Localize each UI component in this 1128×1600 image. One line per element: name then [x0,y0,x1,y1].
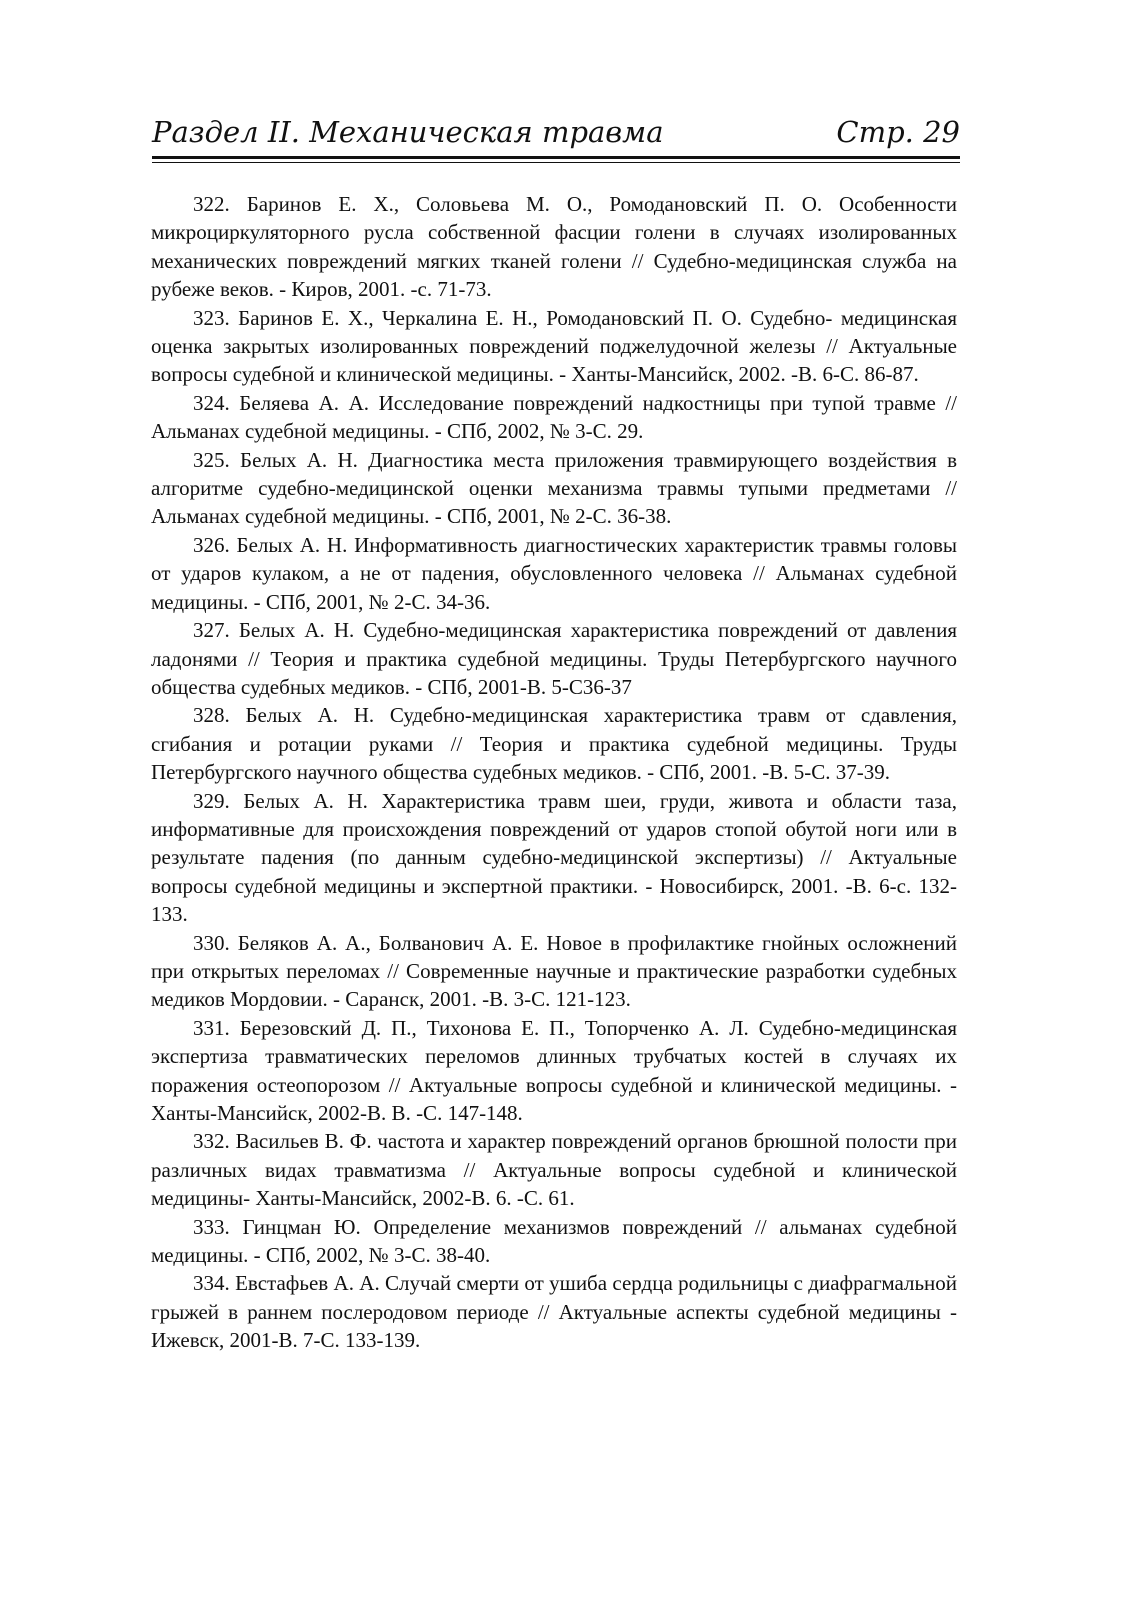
reference-330: 330. Беляков А. А., Болванович А. Е. Новое в профилактике гнойных осложнений при открытых переломах // Современные научные и практические разработки судебных медиков Мордовии. - Саранск, 2001. -В. 3-С. 121-123. [151,930,957,1012]
reference-328: 328. Белых А. Н. Судебно-медицинская характеристика травм от сдавления, сгибания и ротации руками // Теория и практика судебной медицины. Труды Петербургского научного общества судебных медиков. - СПб, 2001. -В. 5-С. 37-39. [151,703,957,785]
reference-323: 323. Баринов Е. Х., Черкалина Е. Н., Ромодановский П. О. Судебно- медицинская оценка закрытых изолированных повреждений поджелудочной железы // Актуальные вопросы судебной и клинической медицины. - Ханты-Мансийск, 2002. -В. 6-С. 86-87. [151,305,957,387]
reference-326: 326. Белых А. Н. Информативность диагностических характеристик травмы головы от ударов кулаком, а не от падения, обусловленного человека // Альманах судебной медицины. - СПб, 2001, № 2-С. 34-36. [151,532,957,614]
reference-332: 332. Васильев В. Ф. частота и характер повреждений органов брюшной полости при различных видах травматизма // Актуальные вопросы судебной и клинической медицины- Ханты-Мансийск, 2002-В. 6. -С. 61. [151,1129,957,1211]
reference-333: 333. Гинцман Ю. Определение механизмов повреждений // альманах судебной медицины. - СПб, 2002, № 3-С. 38-40. [151,1214,957,1268]
reference-322: 322. Баринов Е. Х., Соловьева М. О., Ромодановский П. О. Особенности микроциркуляторного русла собственной фасции голени в случаях изолированных механических повреждений мягких тканей голени // Судебно-медицинская служба на рубеже веков. - Киров, 2001. -с. 71-73. [151,192,957,302]
reference-327: 327. Белых А. Н. Судебно-медицинская характеристика повреждений от давления ладонями // Теория и практика судебной медицины. Труды Петербургского научного общества судебных медиков. - СПб, 2001-В. 5-С36-37 [151,618,957,699]
header-rule-thin [152,162,960,163]
reference-331: 331. Березовский Д. П., Тихонова Е. П., Топорченко А. Л. Судебно-медицинская экспертиза травматических переломов длинных трубчатых костей в случаях их поражения остеопорозом // Актуальные вопросы судебной и клинической медицины. - Ханты-Мансийск, 2002-В. В. -С. 147-148. [151,1015,957,1125]
reference-325: 325. Белых А. Н. Диагностика места приложения травмирующего воздействия в алгоритме судебно-медицинской оценки механизма травмы тупыми предметами // Альманах судебной медицины. - СПб, 2001, № 2-С. 36-38. [151,447,957,529]
reference-334: 334. Евстафьев А. А. Случай смерти от ушиба сердца родильницы с диафрагмальной грыжей в раннем послеродовом периоде // Актуальные аспекты судебной медицины - Ижевск, 2001-В. 7-С. 133-139. [151,1271,957,1353]
header-rule [152,156,960,159]
page-number: Стр. 29 [836,115,960,149]
reference-324: 324. Беляева А. А. Исследование повреждений надкостницы при тупой травме // Альманах судебной медицины. - СПб, 2002, № 3-С. 29. [151,390,957,444]
section-title: Раздел II. Механическая травма [152,115,664,149]
reference-329: 329. Белых А. Н. Характеристика травм шеи, груди, живота и области таза, информативные для происхождения повреждений от ударов стопой обутой ноги или в результате падения (по данным судебно-медицинской экспертизы) // Актуальные вопросы судебной медицины и экспертной практики. - Новосибирск, 2001. -В. 6-с. 132-133. [151,788,957,927]
running-header [152,112,960,156]
reference-list [151,190,957,1355]
